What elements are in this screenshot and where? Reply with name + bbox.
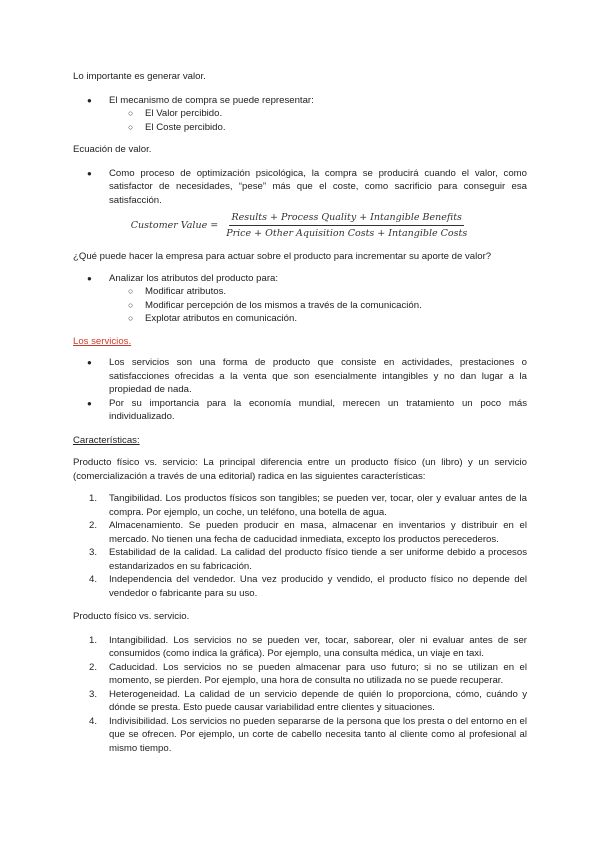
sub-item-modificar: ○ Modificar atributos. bbox=[73, 285, 527, 299]
list-producto-fisico bbox=[73, 492, 527, 600]
list-item: 4. Indivisibilidad. Los servicios no pueden separarse de la persona que los presta o del entorno en el que se ofrecen. Por ejemplo, un corte de cabello necesita tanto al cliente como al profesional al mismo tiempo. bbox=[89, 715, 527, 754]
list-item: 2. Almacenamiento. Se pueden producir en masa, almacenar en inventarios y distribuir en el mercado. No tienen una fecha de caducidad inmediata, excepto los productos perecederos. bbox=[89, 520, 527, 545]
bullet-servicios-importancia: ● Por su importancia para la economía mundial, merecen un tratamiento un poco más individualizado. bbox=[73, 397, 527, 424]
formula-lhs: Customer Value = bbox=[130, 220, 219, 231]
formula-numerator: Results + Process Quality + Intangible Benefits bbox=[229, 212, 463, 226]
sub-item-explotar: ○ Explotar atributos en comunicación. bbox=[73, 312, 527, 326]
list-item: 1. Intangibilidad. Los servicios no se pueden ver, tocar, saborear, oler ni evaluar antes de ser consumidos (como indica la gráfica). Por ejemplo, una consulta médica, un viaje en taxi. bbox=[89, 634, 527, 659]
heading-generar-valor: Lo importante es generar valor. bbox=[73, 71, 206, 82]
list-item: 1. Tangibilidad. Los productos físicos son tangibles; se pueden ver, tocar, oler y evaluar antes de la compra. Por ejemplo, un coche, un teléfono, una botella de agua. bbox=[89, 493, 527, 518]
list-ecuacion bbox=[73, 167, 527, 208]
list-servicio bbox=[73, 634, 527, 756]
list-item: 2. Caducidad. Los servicios no se pueden almacenar para uso futuro; si no se utilizan en el momento, se pierden. Por ejemplo, una hora de consulta no utilizada no se puede recuperar. bbox=[89, 661, 527, 686]
heading-ecuacion: Ecuación de valor. bbox=[73, 144, 152, 155]
formula-denominator: Price + Other Aquisition Costs + Intangible Costs bbox=[226, 228, 468, 239]
list-item: 3. Estabilidad de la calidad. La calidad del producto físico tiende a ser uniforme debido a procesos estandarizados en su fabricación. bbox=[89, 547, 527, 572]
document-content bbox=[73, 70, 527, 755]
sub-item-valor: ○ El Valor percibido. bbox=[73, 107, 527, 121]
sub-item-percepcion: ○ Modificar percepción de los mismos a través de la comunicación. bbox=[73, 299, 527, 313]
bullet-mecanismo: ● El mecanismo de compra se puede representar: bbox=[73, 94, 527, 108]
intro-producto-fisico: Producto físico vs. servicio: La principal diferencia entre un producto físico (un libro) y un servicio (comercialización a través de una editorial) radica en las siguientes características: bbox=[73, 457, 527, 482]
list-mecanismo bbox=[73, 94, 527, 135]
bullet-analizar: ● Analizar los atributos del producto para: bbox=[73, 272, 527, 286]
bullet-optimizacion: ● Como proceso de optimización psicológica, la compra se producirá cuando el valor, como satisfactor de necesidades, “pese” más que el coste, como sacrificio para conseguir esa satisfacción. bbox=[73, 167, 527, 208]
list-servicios bbox=[73, 356, 527, 424]
heading-caracteristicas: Características: bbox=[73, 434, 140, 446]
heading-servicios: Los servicios. bbox=[73, 335, 132, 347]
list-item: 3. Heterogeneidad. La calidad de un servicio depende de quién lo proporciona, cómo, cuándo y dónde se presta. Esto puede causar variabilidad entre clientes y situaciones. bbox=[89, 688, 527, 713]
bullet-servicios-definicion: ● Los servicios son una forma de producto que consiste en actividades, prestaciones o satisfacciones ofrecidas a la venta que son esencialmente intangibles y no dan lugar a la propiedad de nada. bbox=[73, 356, 527, 397]
list-item: 4. Independencia del vendedor. Una vez producido y vendido, el producto físico no depende del vendedor o fabricante para su uso. bbox=[89, 574, 527, 599]
heading-producto-vs-servicio: Producto físico vs. servicio. bbox=[73, 611, 190, 622]
formula-fraction bbox=[224, 212, 469, 239]
value-equation-formula bbox=[73, 212, 527, 239]
question-empresa: ¿Qué puede hacer la empresa para actuar sobre el producto para incrementar su aporte de valor? bbox=[73, 251, 492, 262]
list-atributos bbox=[73, 272, 527, 326]
sub-item-coste: ○ El Coste percibido. bbox=[73, 121, 527, 135]
